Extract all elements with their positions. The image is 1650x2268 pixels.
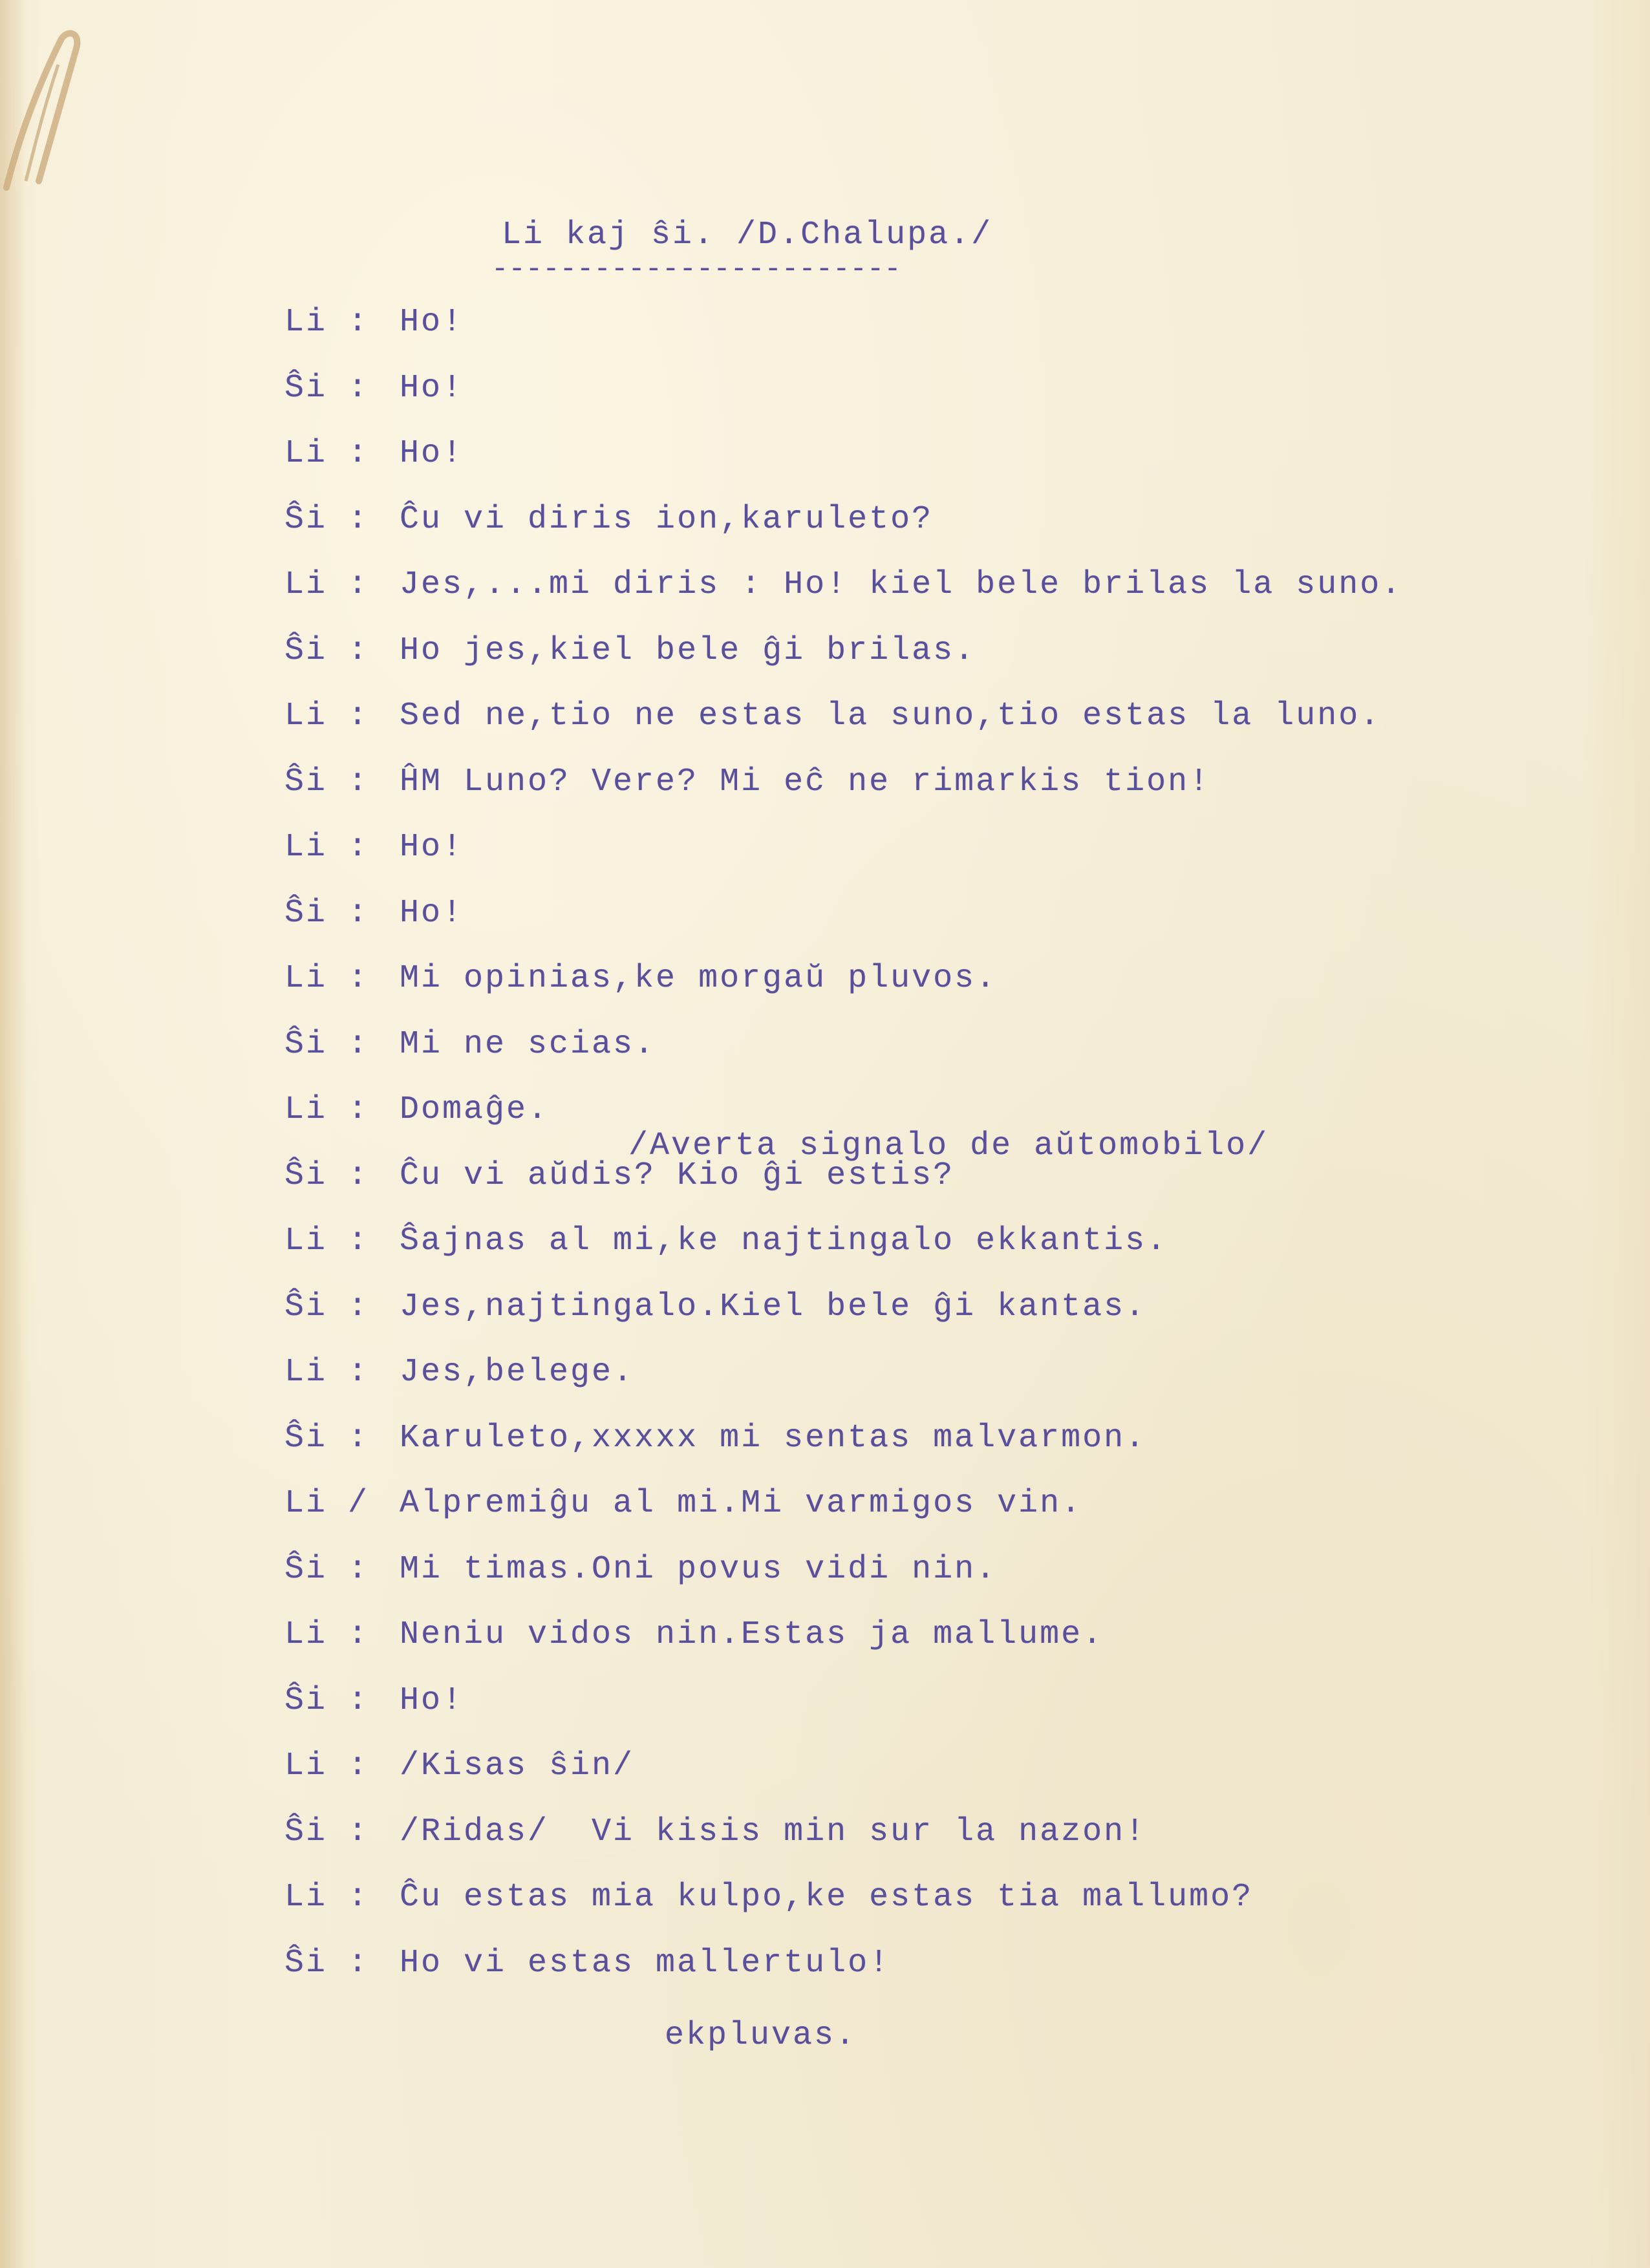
utterance-text: Mi ne scias. — [400, 1025, 656, 1063]
speaker-label: Li — [284, 1354, 328, 1391]
speaker-label: Li — [284, 960, 328, 997]
speaker-separator: : — [348, 632, 370, 669]
speaker-label: Li — [284, 435, 328, 472]
dialogue-line — [284, 764, 1448, 829]
dialogue-line — [284, 829, 1448, 895]
paper-edge-stain — [0, 0, 26, 2268]
dialogue-line — [284, 1157, 1448, 1223]
dialogue-line — [284, 1945, 1448, 2011]
speaker-separator: : — [348, 1879, 370, 1916]
dialogue-line — [284, 1748, 1448, 1813]
dialogue-line — [284, 698, 1448, 764]
utterance-text: Ŝajnas al mi,ke najtingalo ekkantis. — [400, 1223, 1168, 1259]
utterance-text: Ĉu vi diris ion,karuleto? — [400, 500, 934, 538]
utterance-text: Mi opinias,ke morgaŭ pluvos. — [400, 960, 998, 997]
speaker-label: Ŝi — [284, 500, 328, 538]
dialogue-line — [284, 1420, 1448, 1486]
speaker-separator: : — [348, 1813, 370, 1850]
title-underline: ------------------------ — [491, 253, 901, 286]
dialogue-line — [284, 1813, 1448, 1879]
speaker-separator: : — [348, 1157, 370, 1194]
dialogue-line — [284, 960, 1448, 1026]
speaker-label: Li — [284, 1485, 328, 1522]
speaker-separator: : — [348, 1748, 370, 1784]
speaker-label: Ŝi — [284, 369, 328, 407]
dialogue-line — [284, 1879, 1448, 1945]
speaker-separator: : — [348, 1091, 370, 1128]
closing-line: ekpluvas. — [665, 2017, 857, 2054]
utterance-text: Ho! — [400, 1682, 464, 1719]
utterance-text: Jes,belege. — [400, 1354, 635, 1391]
dialogue-line — [284, 1616, 1448, 1682]
utterance-text: Ho! — [400, 435, 464, 472]
utterance-text: Ĉu estas mia kulpo,ke estas tia mallumo? — [400, 1879, 1254, 1916]
speaker-separator: : — [348, 566, 370, 603]
utterance-text: Ho! — [400, 304, 464, 341]
utterance-text: Ho! — [400, 894, 464, 932]
dialogue-line — [284, 1551, 1448, 1617]
utterance-text: Alpremiĝu al mi.Mi varmigos vin. — [400, 1485, 1083, 1522]
speaker-separator: : — [348, 763, 370, 800]
dialogue-line — [284, 1682, 1448, 1748]
speaker-separator: : — [348, 1354, 370, 1391]
dialogue-line — [284, 566, 1448, 632]
speaker-label: Ŝi — [284, 1288, 328, 1325]
speaker-separator: / — [348, 1485, 370, 1522]
speaker-separator: : — [348, 1223, 370, 1259]
dialogue-line — [284, 1485, 1448, 1551]
utterance-text: Ho vi estas mallertulo! — [400, 1944, 891, 1982]
speaker-separator: : — [348, 829, 370, 866]
utterance-text: Jes,najtingalo.Kiel bele ĝi kantas. — [400, 1288, 1147, 1325]
dialogue-line — [284, 370, 1448, 436]
speaker-separator: : — [348, 1419, 370, 1457]
speaker-label: Li — [284, 1616, 328, 1653]
speaker-label: Ŝi — [284, 1419, 328, 1457]
dialogue-line — [284, 632, 1448, 698]
speaker-separator: : — [348, 894, 370, 932]
speaker-separator: : — [348, 1682, 370, 1719]
utterance-text: Ho! — [400, 369, 464, 407]
dialogue-line — [284, 1026, 1448, 1092]
utterance-text: /Ridas/ Vi kisis min sur la nazon! — [400, 1813, 1147, 1850]
dialogue-line — [284, 1289, 1448, 1354]
speaker-separator: : — [348, 1550, 370, 1588]
dialogue-line — [284, 501, 1448, 567]
utterance-text: ĤM Luno? Vere? Mi eĉ ne rimarkis tion! — [400, 763, 1211, 800]
utterance-text: Karuleto,xxxxx mi sentas malvarmon. — [400, 1419, 1147, 1457]
speaker-separator: : — [348, 500, 370, 538]
speaker-label: Ŝi — [284, 632, 328, 669]
utterance-text: Ĉu vi aŭdis? Kio ĝi estis? — [400, 1157, 955, 1194]
speaker-label: Ŝi — [284, 894, 328, 932]
stage-direction: /Averta signalo de aŭtomobilo/ — [628, 1128, 1269, 1164]
speaker-label: Ŝi — [284, 1682, 328, 1719]
document-title: Li kaj ŝi. /D.Chalupa./ — [502, 217, 993, 253]
speaker-label: Ŝi — [284, 1157, 328, 1194]
speaker-separator: : — [348, 960, 370, 997]
paperclip-mark-icon — [0, 26, 91, 194]
utterance-text: Neniu vidos nin.Estas ja mallume. — [400, 1616, 1104, 1653]
utterance-text: Ho! — [400, 829, 464, 866]
speaker-separator: : — [348, 435, 370, 472]
speaker-label: Ŝi — [284, 1813, 328, 1850]
speaker-separator: : — [348, 1025, 370, 1063]
utterance-text: Sed ne,tio ne estas la suno,tio estas la luno. — [400, 698, 1382, 734]
utterance-text: Ho jes,kiel bele ĝi brilas. — [400, 632, 976, 669]
speaker-separator: : — [348, 698, 370, 734]
speaker-label: Li — [284, 304, 328, 341]
speaker-label: Li — [284, 698, 328, 734]
speaker-label: Li — [284, 566, 328, 603]
speaker-label: Li — [284, 1879, 328, 1916]
speaker-label: Ŝi — [284, 1025, 328, 1063]
speaker-separator: : — [348, 1616, 370, 1653]
speaker-separator: : — [348, 1288, 370, 1325]
utterance-text: Mi timas.Oni povus vidi nin. — [400, 1550, 998, 1588]
speaker-label: Ŝi — [284, 1944, 328, 1982]
utterance-text: Jes,...mi diris : Ho! kiel bele brilas la suno. — [400, 566, 1403, 603]
speaker-label: Li — [284, 1223, 328, 1259]
dialogue-line — [284, 895, 1448, 961]
speaker-label: Ŝi — [284, 763, 328, 800]
speaker-separator: : — [348, 369, 370, 407]
speaker-label: Li — [284, 829, 328, 866]
dialogue-line — [284, 435, 1448, 501]
utterance-text: /Kisas ŝin/ — [400, 1748, 635, 1784]
dialogue-line — [284, 304, 1448, 370]
speaker-separator: : — [348, 304, 370, 341]
speaker-label: Li — [284, 1748, 328, 1784]
utterance-text: Domaĝe. — [400, 1091, 550, 1128]
speaker-label: Ŝi — [284, 1550, 328, 1588]
dialogue-line — [284, 1223, 1448, 1289]
dialogue-line — [284, 1354, 1448, 1420]
speaker-separator: : — [348, 1944, 370, 1982]
speaker-label: Li — [284, 1091, 328, 1128]
